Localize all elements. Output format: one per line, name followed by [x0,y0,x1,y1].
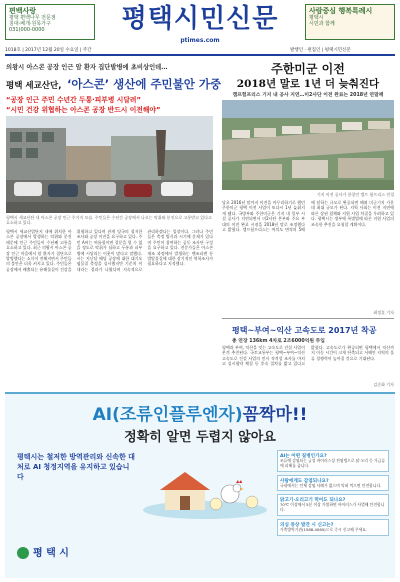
lead-photo-caption: 평택시 세교산단 내 아스콘 공장 인근 주거지 모습. 주민들은 수년간 공장에서 나오는 악취와 분진으로 고통받고 있다고 호소하고 있다. [6,215,212,225]
qa-item [277,519,389,536]
right-ad-line: 시민과 함께 [309,21,335,27]
ad-headline-post: 꼼짝마!! [242,405,308,425]
qa-question: AI는 어떤 질병인가요? [280,454,327,459]
left-ad-line: 031)000-0000 [9,27,45,33]
side-photo [222,100,394,190]
ad-subline: 정확히 알면 두렵지 않아요 [124,430,276,445]
qa-question: 의심 증상 발견 시 신고는? [280,522,334,528]
issue-info: 1018호 | 2017년 12월 20일 수요일 | 주간 [5,48,92,53]
ad-logo-text: 평 택 시 [33,548,69,559]
side-headline-1: 주한미군 이전 [271,62,345,76]
ad-org-text-content: 평택시는 철저한 방역관리와 신속한 대처로 AI 청정지역을 유지하고 있습니다 [17,453,135,481]
lead-quote-1: “공장 인근 주민 수년간 두통·피부병 시달려” [6,96,141,104]
rail-byline: 김순화 기자 [373,382,394,387]
lead-quote-2: “시민 건강 위협하는 아스콘 공장 반드시 이전해야” [6,106,161,114]
right-masthead-ad [305,4,395,40]
lead-kicker: 의왕시 아스콘 공장 인근 암 환자 집단발병에 초비상인데… [6,64,168,71]
qa-item [277,450,389,472]
lead-headline-pre: 평택 세교산단, [6,81,62,91]
qa-question: 닭고기·오리고기 먹어도 되나요? [280,498,346,504]
ad-logo [17,544,135,559]
side-headline-2: 2018년 말로 1년 더 늦춰진다 [236,78,380,90]
date-info: 발행인 · 편집인 | 평택시민신문 [290,48,351,53]
lead-headline-main: ‘아스콘’ 생산에 주민불안 가중 [67,77,222,91]
ad-org-text [17,452,135,482]
site-url[interactable]: ptimes.com [180,37,220,44]
qa-answer: 국내에서는 인체 감염 사례가 없으며 익혀 먹으면 안전합니다. [280,482,382,488]
side-body: 당초 2016년 말까지 이전을 마무리하기로 했던 주한미군 평택 이전 사업이 또다시 1년 늦춰지게 됐다. 국방부와 주한미군은 기지 내 일부 시설 공사가 지연되면서 미2사단 본부와 주요 부대의 이전 완료 시점을 2018년 말로 조정했다고 밝혔다. 캠프험프리스는 여의도 면적의 5배에 달하는 규모로 완공되면 해외 미군기지 가운데 최대 규모가 된다. 지역 사회는 이전 지연에 따른 상권 침체와 지원 사업 차질을 우려하고 있다. 평택시는 정부에 특별법에 따른 지원 사업의 조속한 추진을 요청할 계획이다. [222,200,394,233]
left-ad-line: 평택 편백나무 전문점 [9,15,56,21]
qa-answer: 조류에 감염되는 급성 바이러스성 전염병으로 닭·오리 등 가금류에 피해를 줍니다. [280,458,386,468]
side-divider [222,318,394,319]
poultry-farm-illustration-icon [140,450,270,520]
lead-body: 평택시 세교산업단지 내에 위치한 아스콘 공장에서 발생하는 악취와 분진 때문에 인근 주민들이 수년째 고통을 호소하고 있다. 최근 의왕시 아스콘 공장 인근 마을에서 암 환자가 집단으로 발병했다는 소식이 전해지면서 주민들의 불안은 더욱 커지고 있다. 주민들은 공장에서 배출되는 유해물질이 건강을 위협하고 있다며 관계 당국의 철저한 조사와 공장 이전을 요구하고 있다. 주민 A씨는 여름철이면 창문을 열 수 없을 정도로 악취가 심하고 두통과 피부병에 시달리는 이웃이 많다고 말했다. 시는 지난달 해당 공장에 대한 대기오염물질 측정을 실시했지만 기준치 이내라는 결과가 나왔다며 지속적으로 관리하겠다는 입장이다. 그러나 주민들은 측정 방식과 시기에 문제가 있다며 주민이 참여하는 공동 조사단 구성을 요구하고 있다. 전문가들은 아스콘 제조 과정에서 발생하는 벤조피렌 등 발암물질에 대한 장기적인 역학조사가 필요하다고 지적했다. [6,229,213,272]
qa-question: 사람에게도 감염되나요? [280,478,329,484]
newspaper-title: 평택시민신문 [121,4,279,34]
ai-ad-banner [5,392,395,578]
rail-headline: 평택~부여~익산 고속도로 2017년 착공 [232,326,377,335]
military-base-aerial-image [222,100,394,190]
qa-item [277,494,389,516]
ad-qa-panel [277,450,389,572]
left-ad-line: 침대·베개·원목가구 [9,21,51,27]
qa-answer: 70℃ 이상에서 5분 이상 가열하면 바이러스가 사멸해 안전합니다. [280,502,385,513]
ad-illustration [140,450,270,520]
masthead-rule [5,54,395,56]
ad-headline [5,400,395,425]
right-ad-line: 평택시 [309,15,324,21]
qa-item [277,475,389,492]
qa-answer: 가축방역기관(1588-4060)으로 즉시 신고해 주세요. [280,526,368,532]
lead-headline [6,73,222,92]
street-scene-image [6,116,213,213]
side-photo-caption: 기지 이전 공사가 한창인 캠프 험프리스 전경 [316,192,394,197]
side-byline: 최정훈 기자 [373,310,394,315]
city-logo-icon [17,547,29,559]
rail-subhead: 총 연장 136km 4차로 2조6000억원 투입 [232,339,325,344]
lead-photo [6,116,213,213]
left-ad-headline: 편백사랑 [9,7,37,15]
right-ad-headline: 사람중심 행복특례시 [309,7,373,15]
side-subhead: 캠프험프리스 기지 내 공사 지연…미2사단 이전 완료는 2018년 연말께 [232,93,384,98]
rail-body: 평택과 부여, 익산을 잇는 고속도로 건설 사업이 본격 추진된다. 국토교통부는 평택~부여~익산 고속도로 건설 사업의 민자 적격성 조사를 마치고 실시협약 체결 등 후속 절차를 밟고 있다고 밝혔다. 고속도로가 완공되면 평택에서 익산까지 이동 시간이 크게 단축되고 서해안 지역의 물류 경쟁력이 높아질 것으로 기대된다. [222,345,394,367]
left-masthead-ad [5,4,95,40]
ad-headline-pre: AI(조류인플루엔자) [92,405,243,425]
